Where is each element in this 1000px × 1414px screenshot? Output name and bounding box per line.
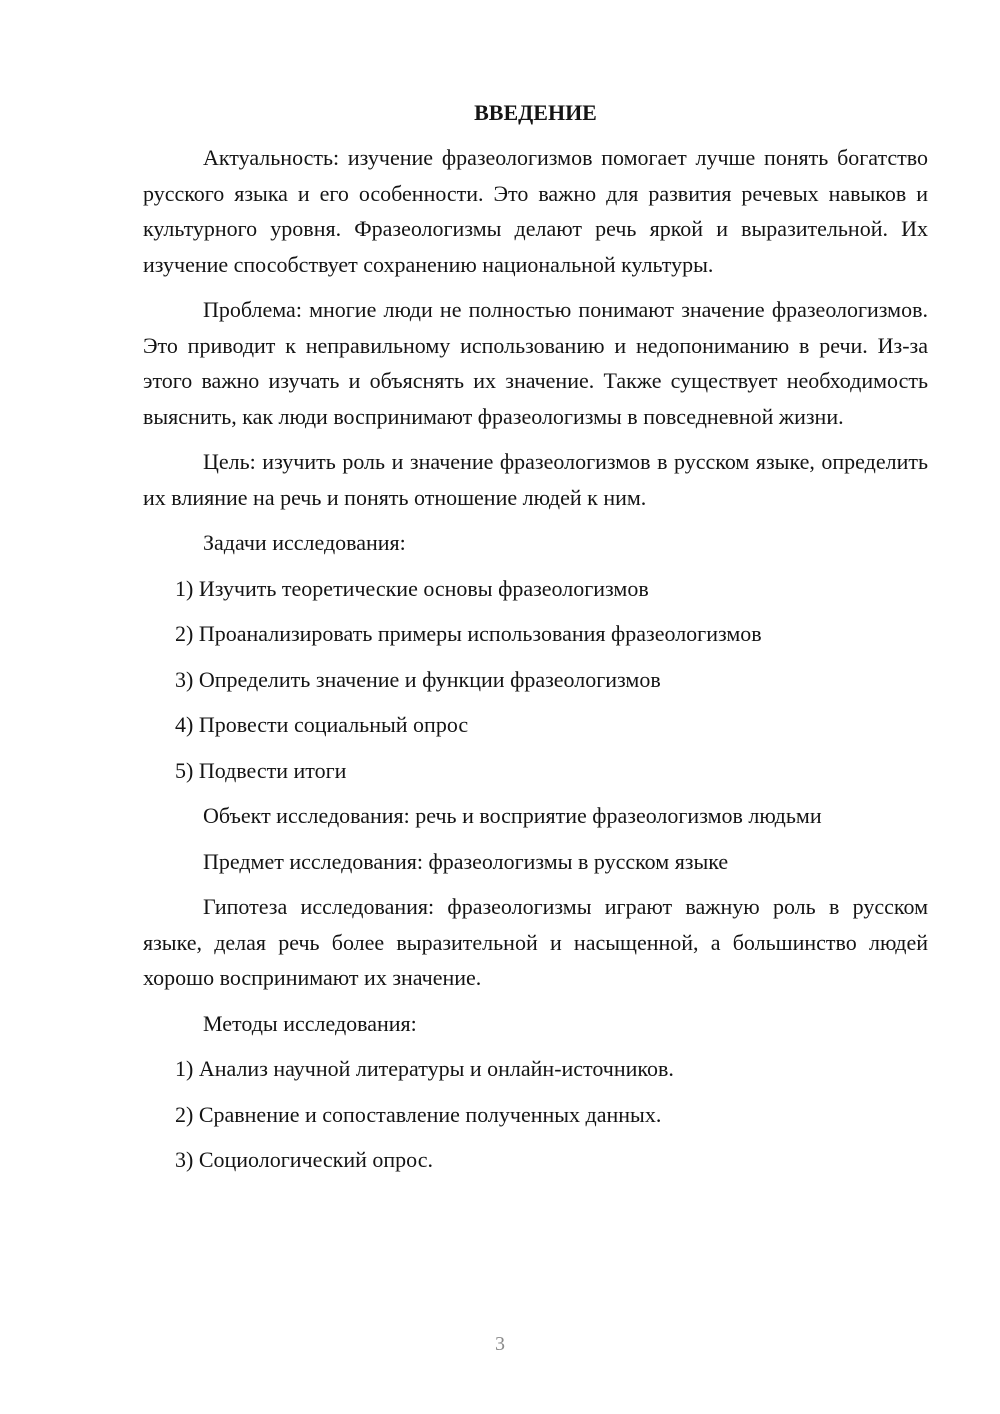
tasks-heading: Задачи исследования: <box>203 530 406 555</box>
page-number: 3 <box>495 1333 505 1355</box>
methods-heading: Методы исследования: <box>203 1010 417 1036</box>
list-item: 2) Проанализировать примеры использования фразеологизмов <box>175 621 762 646</box>
document-page <box>143 95 928 1188</box>
list-item: 2) Сравнение и сопоставление полученных данных. <box>175 1101 662 1127</box>
list-item: 3) Определить значение и функции фразеологизмов <box>175 666 661 692</box>
list-item: 3) Социологический опрос. <box>175 1147 433 1172</box>
relevance-paragraph: Актуальность: изучение фразеологизмов помогает лучше понять богатство русского языка и его особенности. Это важно для развития речевых навыков и культурного уровня. Фразеологизмы делают речь яркой и выразительной. Их изучение способствует сохранению национальной культуры. <box>143 145 928 277</box>
goal-paragraph: Цель: изучить роль и значение фразеологизмов в русском языке, определить их влияние на речь и понять отношение людей к ним. <box>143 449 928 510</box>
research-subject: Предмет исследования: фразеологизмы в русском языке <box>203 848 729 874</box>
research-object: Объект исследования: речь и восприятие фразеологизмов людьми <box>203 803 822 828</box>
list-item: 1) Изучить теоретические основы фразеологизмов <box>175 575 649 601</box>
list-item: 5) Подвести итоги <box>175 757 347 783</box>
list-item: 1) Анализ научной литературы и онлайн-источников. <box>175 1056 674 1081</box>
problem-paragraph: Проблема: многие люди не полностью понимают значение фразеологизмов. Это приводит к неправильному использованию и недопониманию в речи. Из-за этого важно изучать и объяснять их значение. Также существует необходимость выяснить, как люди воспринимают фразеологизмы в повседневной жизни. <box>143 297 928 429</box>
document-title: ВВЕДЕНИЕ <box>474 100 597 125</box>
hypothesis-paragraph: Гипотеза исследования: фразеологизмы играют важную роль в русском языке, делая речь более выразительной и насыщенной, а большинство людей хорошо воспринимают их значение. <box>143 894 928 990</box>
methods-list <box>143 1051 928 1178</box>
list-item: 4) Провести социальный опрос <box>175 712 469 737</box>
tasks-list <box>143 571 928 789</box>
